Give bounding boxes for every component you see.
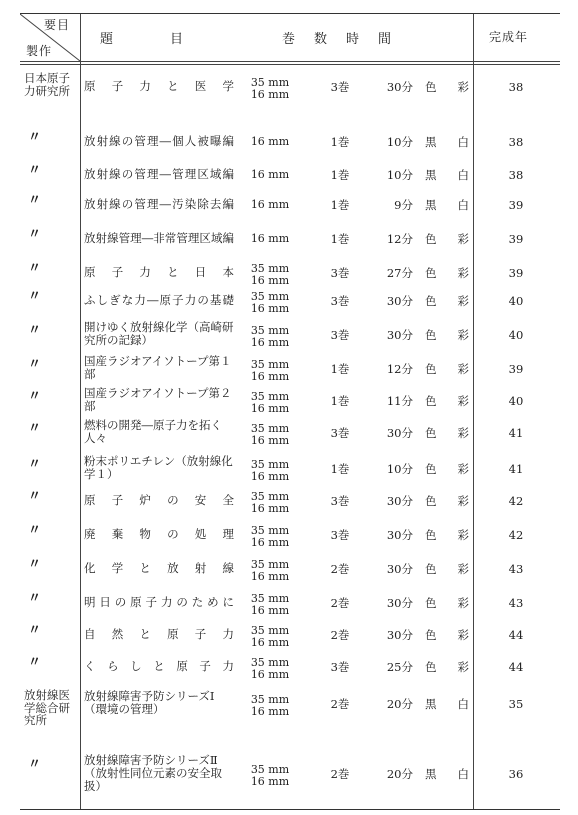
header-reels-time: 巻 数 時 間 [282, 32, 395, 47]
film-title: 明日の原子力のために [84, 595, 234, 609]
completion-year: 43 [508, 596, 524, 610]
running-time: 30分 [386, 426, 413, 440]
running-time: 30分 [386, 80, 413, 94]
film-title: 原 子 炉 の 安 全 [84, 493, 234, 507]
reel-count: 1巻 [330, 362, 350, 376]
film-title: 国産ラジオアイソトープ第１部 [84, 354, 232, 381]
completion-year: 40 [508, 294, 524, 308]
color-type: 色彩 [425, 232, 471, 246]
film-title: 化 学 と 放 射 線 [84, 561, 234, 575]
color-type: 色彩 [425, 426, 471, 440]
running-time: 30分 [386, 328, 413, 342]
running-time: 30分 [386, 294, 413, 308]
film-format: 35 mm 16 mm [250, 693, 290, 718]
film-title: 国産ラジオアイソトープ第２部 [84, 386, 232, 413]
film-title: 放射線の管理―汚染除去編 [84, 197, 234, 211]
col-divider [473, 14, 474, 809]
film-format: 35 mm 16 mm [250, 290, 290, 315]
color-type: 色彩 [425, 328, 471, 342]
producer-cell: 〃 [28, 323, 42, 338]
film-title: 放射線障害予防シリーズⅠ（環境の管理） [84, 689, 215, 716]
completion-year: 42 [508, 494, 524, 508]
reel-count: 2巻 [330, 697, 350, 711]
running-time: 11分 [386, 394, 413, 408]
film-title: 放射線の管理―管理区域編 [84, 167, 234, 181]
producer-cell: 〃 [28, 227, 42, 242]
film-format: 35 mm 16 mm [250, 458, 290, 483]
film-table [20, 13, 560, 810]
reel-count: 1巻 [330, 394, 350, 408]
film-format: 16 mm [250, 135, 290, 148]
film-title: 燃料の開発―原子力を拓く人々 [84, 418, 222, 445]
reel-count: 3巻 [330, 528, 350, 542]
color-type: 色彩 [425, 266, 471, 280]
reel-count: 3巻 [330, 328, 350, 342]
completion-year: 36 [508, 767, 524, 781]
film-format: 35 mm 16 mm [250, 324, 290, 349]
film-format: 35 mm 16 mm [250, 524, 290, 549]
header-divider [20, 61, 560, 62]
producer-cell: 〃 [28, 623, 42, 638]
header-divider-double [20, 64, 560, 65]
color-type: 色彩 [425, 660, 471, 674]
film-title: く ら し と 原 子 力 [84, 659, 234, 673]
film-title: 放射線障害予防シリーズⅡ（放射性同位元素の安全取扱） [84, 753, 222, 793]
film-format: 35 mm 16 mm [250, 358, 290, 383]
color-type: 色彩 [425, 294, 471, 308]
color-type: 色彩 [425, 462, 471, 476]
reel-count: 2巻 [330, 628, 350, 642]
film-format: 35 mm 16 mm [250, 422, 290, 447]
film-format: 35 mm 16 mm [250, 262, 290, 287]
completion-year: 41 [508, 462, 524, 476]
running-time: 12分 [386, 232, 413, 246]
film-format: 35 mm 16 mm [250, 76, 290, 101]
completion-year: 44 [508, 660, 524, 674]
running-time: 10分 [386, 135, 413, 149]
running-time: 30分 [386, 528, 413, 542]
film-format: 16 mm [250, 198, 290, 211]
producer-cell: 〃 [28, 489, 42, 504]
running-time: 30分 [386, 562, 413, 576]
color-type: 黒白 [425, 135, 471, 149]
producer-cell: 〃 [28, 757, 42, 772]
reel-count: 3巻 [330, 426, 350, 440]
producer-cell: 〃 [28, 421, 42, 436]
color-type: 黒白 [425, 697, 471, 711]
running-time: 30分 [386, 596, 413, 610]
running-time: 20分 [386, 767, 413, 781]
running-time: 20分 [386, 697, 413, 711]
producer-cell: 〃 [28, 289, 42, 304]
color-type: 黒白 [425, 168, 471, 182]
film-format: 16 mm [250, 232, 290, 245]
film-title: 原 子 力 と 医 学 [84, 79, 234, 93]
film-title: 原 子 力 と 日 本 [84, 265, 234, 279]
producer-cell: 〃 [28, 193, 42, 208]
color-type: 色彩 [425, 596, 471, 610]
film-title: 自 然 と 原 子 力 [84, 627, 234, 641]
film-format: 35 mm 16 mm [250, 624, 290, 649]
completion-year: 39 [508, 362, 524, 376]
running-time: 25分 [386, 660, 413, 674]
reel-count: 2巻 [330, 596, 350, 610]
producer-cell: 放射線医学総合研究所 [24, 688, 70, 727]
completion-year: 38 [508, 135, 524, 149]
reel-count: 3巻 [330, 660, 350, 674]
reel-count: 3巻 [330, 266, 350, 280]
completion-year: 35 [508, 697, 524, 711]
film-format: 35 mm 16 mm [250, 592, 290, 617]
film-format: 35 mm 16 mm [250, 490, 290, 515]
completion-year: 39 [508, 232, 524, 246]
reel-count: 1巻 [330, 232, 350, 246]
reel-count: 1巻 [330, 168, 350, 182]
reel-count: 1巻 [330, 198, 350, 212]
color-type: 色彩 [425, 394, 471, 408]
producer-cell: 〃 [28, 357, 42, 372]
film-format: 35 mm 16 mm [250, 763, 290, 788]
running-time: 30分 [386, 628, 413, 642]
producer-cell: 〃 [28, 523, 42, 538]
film-title: 廃 棄 物 の 処 理 [84, 527, 234, 541]
producer-cell: 〃 [28, 457, 42, 472]
color-type: 色彩 [425, 528, 471, 542]
running-time: 10分 [386, 462, 413, 476]
color-type: 黒白 [425, 767, 471, 781]
completion-year: 42 [508, 528, 524, 542]
reel-count: 3巻 [330, 80, 350, 94]
completion-year: 44 [508, 628, 524, 642]
reel-count: 3巻 [330, 494, 350, 508]
color-type: 黒白 [425, 198, 471, 212]
producer-cell: 〃 [28, 389, 42, 404]
film-format: 35 mm 16 mm [250, 390, 290, 415]
header-producer: 製作 [26, 44, 53, 58]
reel-count: 3巻 [330, 294, 350, 308]
completion-year: 39 [508, 266, 524, 280]
completion-year: 39 [508, 198, 524, 212]
completion-year: 40 [508, 394, 524, 408]
producer-cell: 〃 [28, 591, 42, 606]
reel-count: 1巻 [330, 462, 350, 476]
col-divider [80, 14, 81, 809]
film-title: 開けゆく放射線化学（高崎研究所の記録） [84, 320, 234, 347]
completion-year: 40 [508, 328, 524, 342]
producer-cell: 〃 [28, 557, 42, 572]
film-format: 35 mm 16 mm [250, 656, 290, 681]
running-time: 12分 [386, 362, 413, 376]
producer-cell: 〃 [28, 261, 42, 276]
film-format: 35 mm 16 mm [250, 558, 290, 583]
header-title: 題 目 [100, 32, 185, 47]
producer-cell: 〃 [28, 655, 42, 670]
reel-count: 1巻 [330, 135, 350, 149]
running-time: 30分 [386, 494, 413, 508]
film-title: 粉末ポリエチレン（放射線化学１） [84, 454, 233, 481]
producer-cell: 日本原子力研究所 [24, 71, 70, 98]
film-format: 16 mm [250, 168, 290, 181]
header-completed: 完成年 [489, 30, 529, 44]
completion-year: 38 [508, 168, 524, 182]
producer-cell: 〃 [28, 130, 42, 145]
completion-year: 41 [508, 426, 524, 440]
header-item: 要目 [44, 18, 71, 32]
color-type: 色彩 [425, 628, 471, 642]
completion-year: 43 [508, 562, 524, 576]
color-type: 色彩 [425, 562, 471, 576]
film-title: ふしぎな力―原子力の基礎 [84, 293, 234, 307]
color-type: 色彩 [425, 80, 471, 94]
film-title: 放射線管理―非常管理区域編 [84, 231, 234, 245]
color-type: 色彩 [425, 494, 471, 508]
completion-year: 38 [508, 80, 524, 94]
producer-cell: 〃 [28, 163, 42, 178]
color-type: 色彩 [425, 362, 471, 376]
reel-count: 2巻 [330, 562, 350, 576]
film-title: 放射線の管理―個人被曝編 [84, 134, 234, 148]
running-time: 27分 [386, 266, 413, 280]
running-time: 9分 [394, 198, 413, 212]
reel-count: 2巻 [330, 767, 350, 781]
running-time: 10分 [386, 168, 413, 182]
